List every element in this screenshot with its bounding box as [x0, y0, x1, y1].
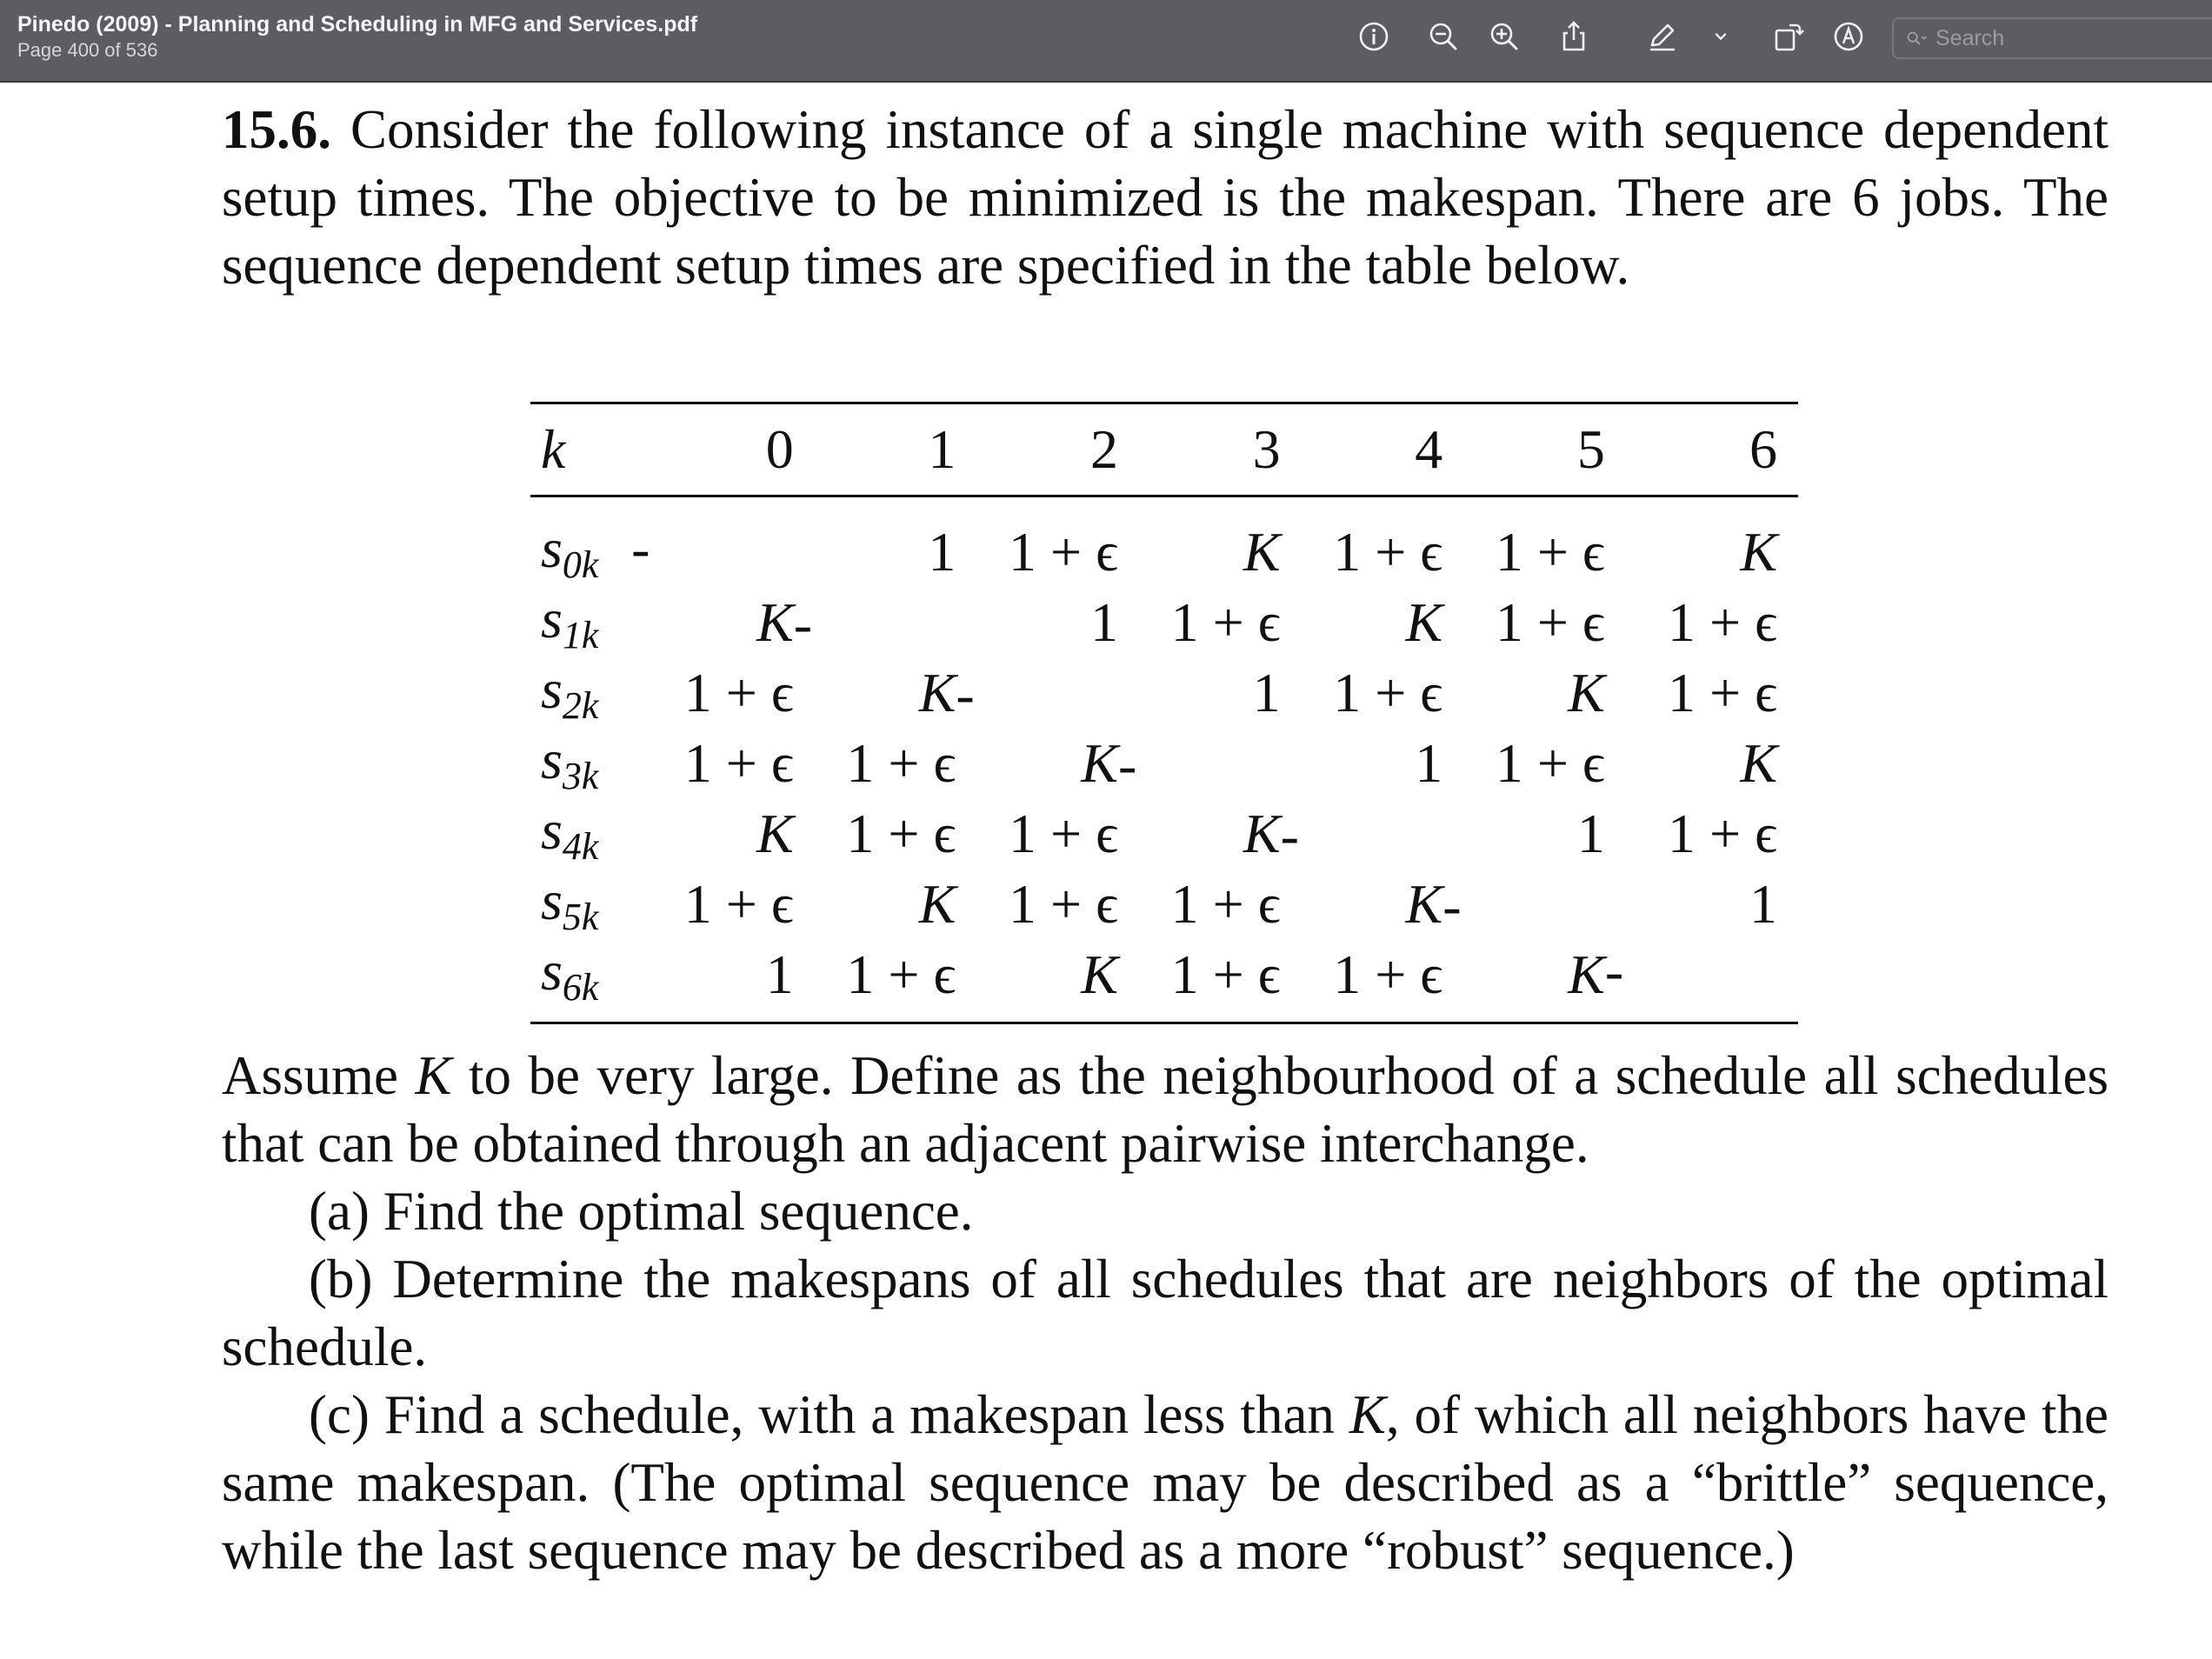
table-cell: K	[1568, 943, 1605, 1005]
table-cell: 1	[765, 943, 794, 1005]
row-label-subscript: 3k	[562, 755, 599, 797]
table-header-label: k	[541, 418, 566, 480]
table-row	[530, 657, 1798, 728]
setup-times-table	[530, 402, 1798, 1024]
table-cell: -	[1604, 940, 1624, 1002]
table-cell: 1 + ϵ	[1495, 731, 1605, 794]
table-row	[530, 798, 1798, 869]
row-label-symbol: s	[541, 869, 563, 931]
part-c-k: K	[1349, 1384, 1386, 1445]
table-cell: 1 + ϵ	[683, 731, 794, 794]
table-header-cell: 6	[1749, 418, 1777, 480]
table-cell: 1 + ϵ	[846, 802, 956, 864]
row-label-symbol: s	[541, 729, 563, 790]
table-cell: 1	[1089, 590, 1118, 653]
table-cell: 1	[1749, 872, 1777, 935]
table-cell: 1 + ϵ	[1668, 590, 1777, 653]
search-icon	[1906, 25, 1930, 51]
table-cell: 1 + ϵ	[1008, 872, 1118, 935]
table-cell: -	[1280, 804, 1299, 867]
search-box[interactable]	[1892, 17, 2212, 59]
table-header-cell: 2	[1089, 418, 1118, 480]
assumption-post: to be very large. Define as the neighbourhood of a schedule all schedules that can be obtained through an adjacent pairwise interchange.	[222, 1045, 2109, 1174]
table-cell: K	[1243, 802, 1281, 864]
table-cell: -	[793, 593, 813, 656]
table-cell: K	[1081, 731, 1118, 794]
table-header-cell: 1	[928, 418, 956, 480]
table-cell: -	[1117, 734, 1137, 796]
row-label-subscript: 2k	[562, 684, 599, 727]
table-cell: 1 + ϵ	[683, 872, 794, 935]
table-row	[530, 496, 1798, 588]
table-cell: 1 + ϵ	[1170, 872, 1281, 935]
page-indicator: Page 400 of 536	[17, 39, 158, 61]
table-cell: -	[631, 517, 650, 579]
problem-number: 15.6.	[222, 99, 331, 160]
row-label	[530, 728, 631, 798]
table-header-cell: 3	[1252, 418, 1281, 480]
part-c-text	[222, 1381, 2109, 1584]
table-cell: 1 + ϵ	[683, 661, 794, 723]
table-cell: 1	[1415, 731, 1443, 794]
share-icon[interactable]	[1556, 17, 1591, 56]
search-input[interactable]	[1930, 26, 2212, 51]
table-cell: K	[918, 872, 956, 935]
table-cell: K	[1740, 520, 1777, 583]
table-cell: 1	[1252, 661, 1281, 723]
table-cell: K	[1081, 943, 1118, 1005]
row-label	[530, 798, 631, 869]
row-label-subscript: 4k	[562, 825, 599, 868]
table-cell: K	[1243, 520, 1281, 583]
problem-intro-text: Consider the following instance of a single machine with sequence dependent setup times. The objective to be minimized is the makespan. There are 6 jobs. The sequence dependent setup times are specified in the table below.	[222, 99, 2109, 296]
table-header-cell: 4	[1415, 418, 1443, 480]
table-cell: 1 + ϵ	[1008, 802, 1118, 864]
zoom-out-icon[interactable]	[1426, 17, 1461, 56]
assumption-text	[222, 1042, 2109, 1177]
table-cell: 1 + ϵ	[1333, 661, 1443, 723]
row-label-symbol: s	[541, 658, 563, 720]
table-cell: 1	[928, 520, 956, 583]
chevron-down-icon[interactable]	[1706, 17, 1736, 56]
problem-questions	[222, 1042, 2109, 1584]
part-c-pre: (c) Find a schedule, with a makespan less than	[309, 1384, 1349, 1445]
row-label	[530, 869, 631, 939]
row-label	[530, 496, 631, 588]
document-title: Pinedo (2009) - Planning and Scheduling in MFG and Services.pdf	[17, 12, 698, 37]
table-cell: 1 + ϵ	[1495, 590, 1605, 653]
table-cell: -	[1442, 875, 1462, 937]
table-cell: 1 + ϵ	[1008, 520, 1118, 583]
row-label-symbol: s	[541, 517, 563, 579]
table-cell: K	[1405, 872, 1443, 935]
table-cell: 1 + ϵ	[1668, 661, 1777, 723]
row-label-symbol: s	[541, 940, 563, 1002]
table-cell: K	[756, 802, 794, 864]
assumption-k: K	[415, 1045, 452, 1106]
table-cell: K	[1740, 731, 1777, 794]
table-cell: 1 + ϵ	[1333, 943, 1443, 1005]
annotate-icon[interactable]	[1831, 17, 1866, 56]
table-cell: 1	[1576, 802, 1605, 864]
row-label-subscript: 6k	[562, 966, 599, 1009]
table-cell: 1 + ϵ	[1170, 590, 1281, 653]
problem-intro	[222, 96, 2109, 299]
table-cell: 1 + ϵ	[1668, 802, 1777, 864]
document-title-block	[17, 10, 697, 63]
table-row	[530, 869, 1798, 939]
table-cell: 1 + ϵ	[1333, 520, 1443, 583]
row-label	[530, 587, 631, 657]
part-b-text: (b) Determine the makespans of all schedules that are neighbors of the optimal schedule.	[222, 1249, 2109, 1377]
assumption-pre: Assume	[222, 1045, 416, 1106]
table-row	[530, 939, 1798, 1022]
row-label	[530, 939, 631, 1022]
table-row	[530, 587, 1798, 657]
table-cell: K	[756, 590, 794, 653]
table-row	[530, 728, 1798, 798]
info-icon[interactable]	[1356, 17, 1391, 56]
table-header-cell: 5	[1576, 418, 1605, 480]
row-label-subscript: 1k	[562, 614, 599, 656]
table-cell: -	[956, 663, 975, 726]
table-cell: 1 + ϵ	[1170, 943, 1281, 1005]
viewer-toolbar	[0, 0, 2212, 83]
row-label-symbol: s	[541, 799, 563, 861]
zoom-in-icon[interactable]	[1487, 17, 1522, 56]
page-content	[222, 96, 2109, 299]
table-cell: K	[1405, 590, 1443, 653]
rotate-icon[interactable]	[1770, 17, 1805, 56]
table-cell: 1 + ϵ	[1495, 520, 1605, 583]
table-header-row	[530, 404, 1798, 496]
table-cell: 1 + ϵ	[846, 731, 956, 794]
part-c-post: , of which all neighbors have the same makespan. (The optimal sequence may be described as a “brittle” sequence, while the last sequence may be described as a more “robust” sequence.)	[222, 1384, 2109, 1581]
part-a-text: (a) Find the optimal sequence.	[309, 1181, 974, 1242]
table-cell: 1 + ϵ	[846, 943, 956, 1005]
row-label-symbol: s	[541, 588, 563, 650]
row-label	[530, 657, 631, 728]
row-label-subscript: 5k	[562, 896, 599, 938]
table-header-cell: 0	[765, 418, 794, 480]
table-cell: K	[1568, 661, 1605, 723]
row-label-subscript: 0k	[562, 543, 599, 586]
table-cell: K	[918, 661, 956, 723]
markup-pencil-icon[interactable]	[1645, 17, 1680, 56]
